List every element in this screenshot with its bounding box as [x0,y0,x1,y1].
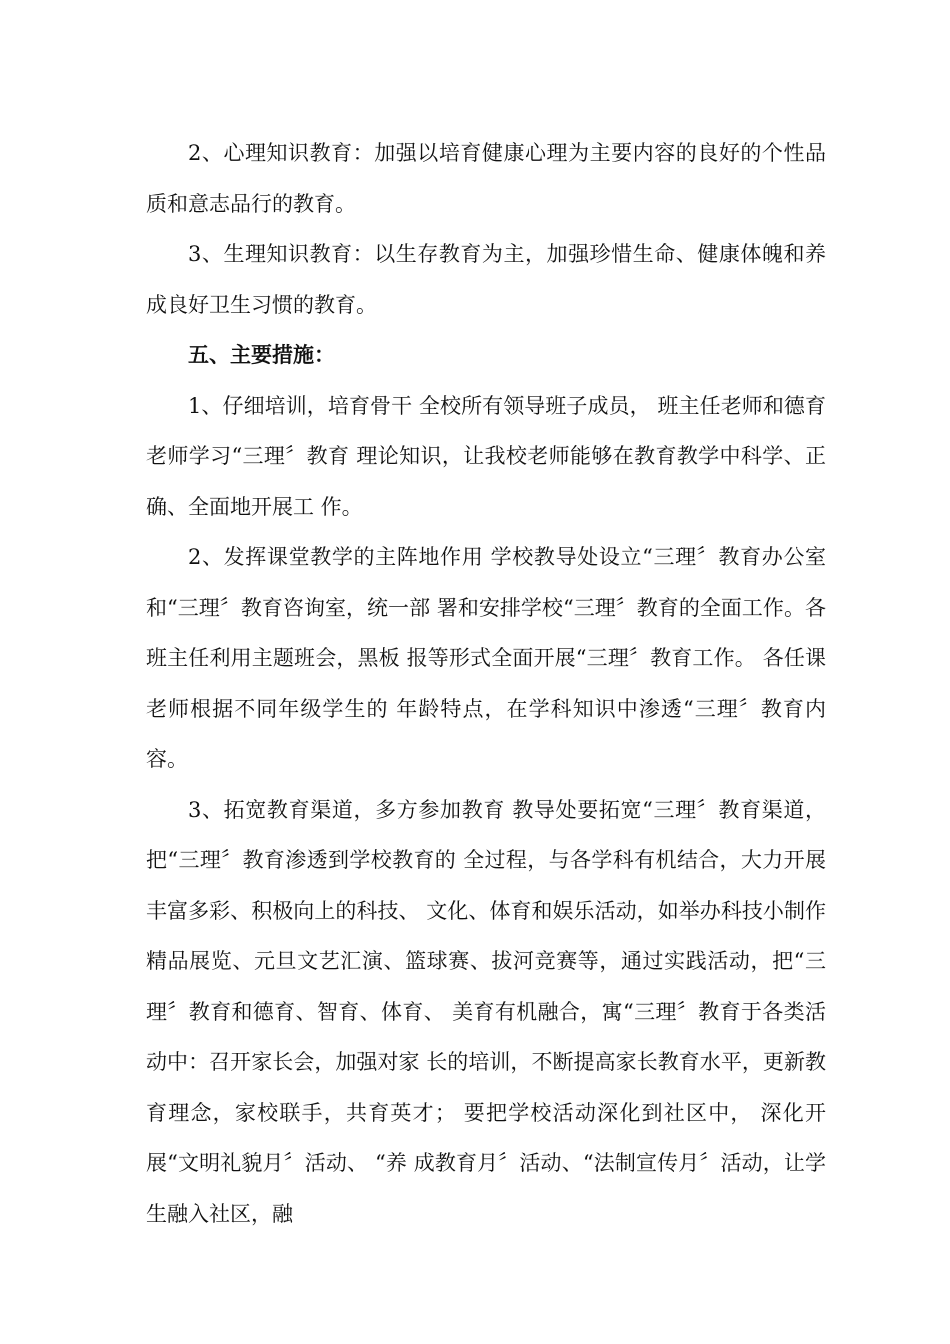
paragraph-physiology: 3、生理知识教育：以生存教育为主，加强珍惜生命、健康体魄和养成良好卫生习惯的教育。 [146,242,826,317]
measure-training: 1、仔细培训，培育骨干 全校所有领导班子成员， 班主任老师和德育老师学习“三理〞教育 理论知识，让我校老师能够在教育教学中科学、正确、全面地开展工 作。 [146,393,826,519]
measure-classroom: 2、发挥课堂教学的主阵地作用 学校教导处设立“三理〞教育办公室和“三理〞教育咨询室，统一部 署和安排学校“三理〞教育的全面工作。各班主任利用主题班会，黑板 报等形式全面开展“三理〞教育工作。 各任课老师根据不同年级学生的 年龄特点，在学科知识中渗透“三理〞教育内容。 [146,545,826,771]
document-body [146,128,826,1239]
measure-channels: 3、拓宽教育渠道，多方参加教育 教导处要拓宽“三理〞教育渠道，把“三理〞教育渗透到学校教育的 全过程，与各学科有机结合，大力开展丰富多彩、积极向上的科技、 文化、体育和娱乐活动，如举办科技小制作精品展览、元旦文艺汇演、篮球赛、拔河竞赛等，通过实践活动，把“三理〞教育和德育、智育、体育、 美育有机融合，寓“三理〞教育于各类活动中：召开家长会，加强对家 长的培训，不断提高家长教育水平，更新教育理念，家校联手，共育英才； 要把学校活动深化到社区中， 深化开展“文明礼貌月〞活动、 “养 成教育月〞活动、“法制宣传月〞活动，让学生融入社区，融 [146,797,826,1226]
paragraph-psychology: 2、心理知识教育：加强以培育健康心理为主要内容的良好的个性品质和意志品行的教育。 [146,141,826,216]
section-heading: 五、主要措施： [188,343,335,367]
